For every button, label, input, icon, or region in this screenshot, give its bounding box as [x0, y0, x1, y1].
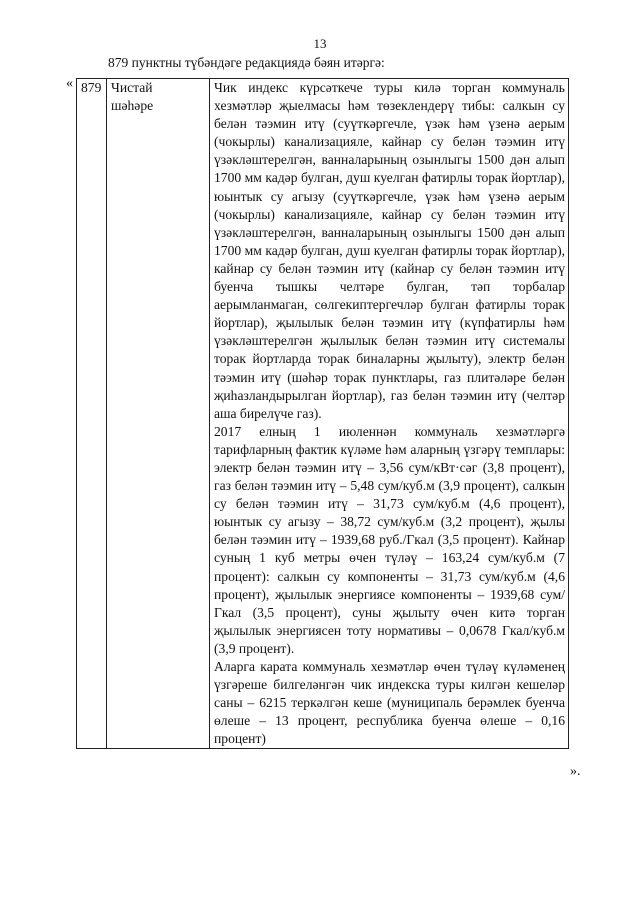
- opening-quote: «: [66, 76, 73, 91]
- amendment-table: [76, 78, 569, 749]
- services-paragraph: Чик индекс күрсәткече туры килә торган коммуналь хезмәтләр җыелмасы һәм төзеклендерү тибы: салкын су белән тәэмин итү (суүткәргечле, үзәк һәм үзенә аерым (чокырлы) канализацияле, кайнар су белән тәэмин итү үзәкләштерелгән, ванналарының озынлыгы 1500 дән алып 1700 мм кадәр булган, душ куелган фатирлы торак йортлар), юынтык су агызу (суүткәргечле, үзәк һәм үзенә аерым (чокырлы) канализацияле, кайнар су белән тәэмин итү үзәкләштерелгән, ванналарының озынлыгы 1500 дән алып 1700 мм кадәр булган, душ куелган фатирлы торак йортлар), кайнар су белән тәэмин итү (кайнар су белән тәэмин итү буенча тышкы челтәре булган, тәп торбалар аерымланмаган, сөлгекиптергечләр булган фатирлы торак йортлар), җылылык белән тәэмин итү (күпфатирлы һәм үзәкләштерелгән җылылык белән тәэмин итү системалы торак йортларда торак биналарны җылыту), электр белән тәэмин итү (шәһәр торак пунктлары, газ плитәләре белән җиһазландырылган йортлар), газ белән тәэмин итү (челтәр аша бирелүче газ).: [214, 80, 565, 421]
- population-paragraph: Аларга карата коммуналь хезмәтләр өчен түләү күләменең үзгәреше билгеләнгән чик индекска туры килгән кешеләр саны – 6215 теркәлгән кеше (муниципаль берәмлек буенча өлеше – 13 процент, республика буенча өлеше – 0,16 процент): [214, 659, 565, 747]
- settlement-name-cell: [107, 79, 210, 749]
- closing-quote: ».: [570, 764, 581, 779]
- settlement-name-line: Чистай: [111, 80, 153, 95]
- row-number: 879: [77, 79, 107, 749]
- description-cell: [210, 79, 569, 749]
- amendment-intro: 879 пунктны түбәндәге редакциядә бәян итәргә:: [108, 55, 385, 70]
- settlement-name-line: шәһәре: [111, 98, 154, 114]
- page-number: 13: [313, 36, 327, 51]
- table-row: [77, 79, 569, 749]
- tariffs-paragraph: 2017 елның 1 июленнән коммуналь хезмәтләргә тарифларның фактик күләме һәм аларның үзгәрү темплары: электр белән тәэмин итү – 3,56 сум/кВт·сәг (3,8 процент), газ белән тәэмин итү – 5,48 сум/куб.м (3,9 процент), салкын су белән тәэмин итү – 31,73 сум/куб.м (4,6 процент), юынтык су агызу – 38,72 сум/куб.м (3,2 процент), җылы белән тәэмин итү – 1939,68 руб./Гкал (3,5 процент). Кайнар суның 1 куб метры өчен түләү – 163,24 сум/куб.м (7 процент): салкын су компоненты – 31,73 сум/куб.м (4,6 процент), җылылык энергиясе компоненты – 1939,68 сум/Гкал (3,5 процент), суны җылыту өчен китә торган җылылык энергиясен тоту нормативы – 0,0678 Гкал/куб.м (3,9 процент).: [214, 423, 565, 656]
